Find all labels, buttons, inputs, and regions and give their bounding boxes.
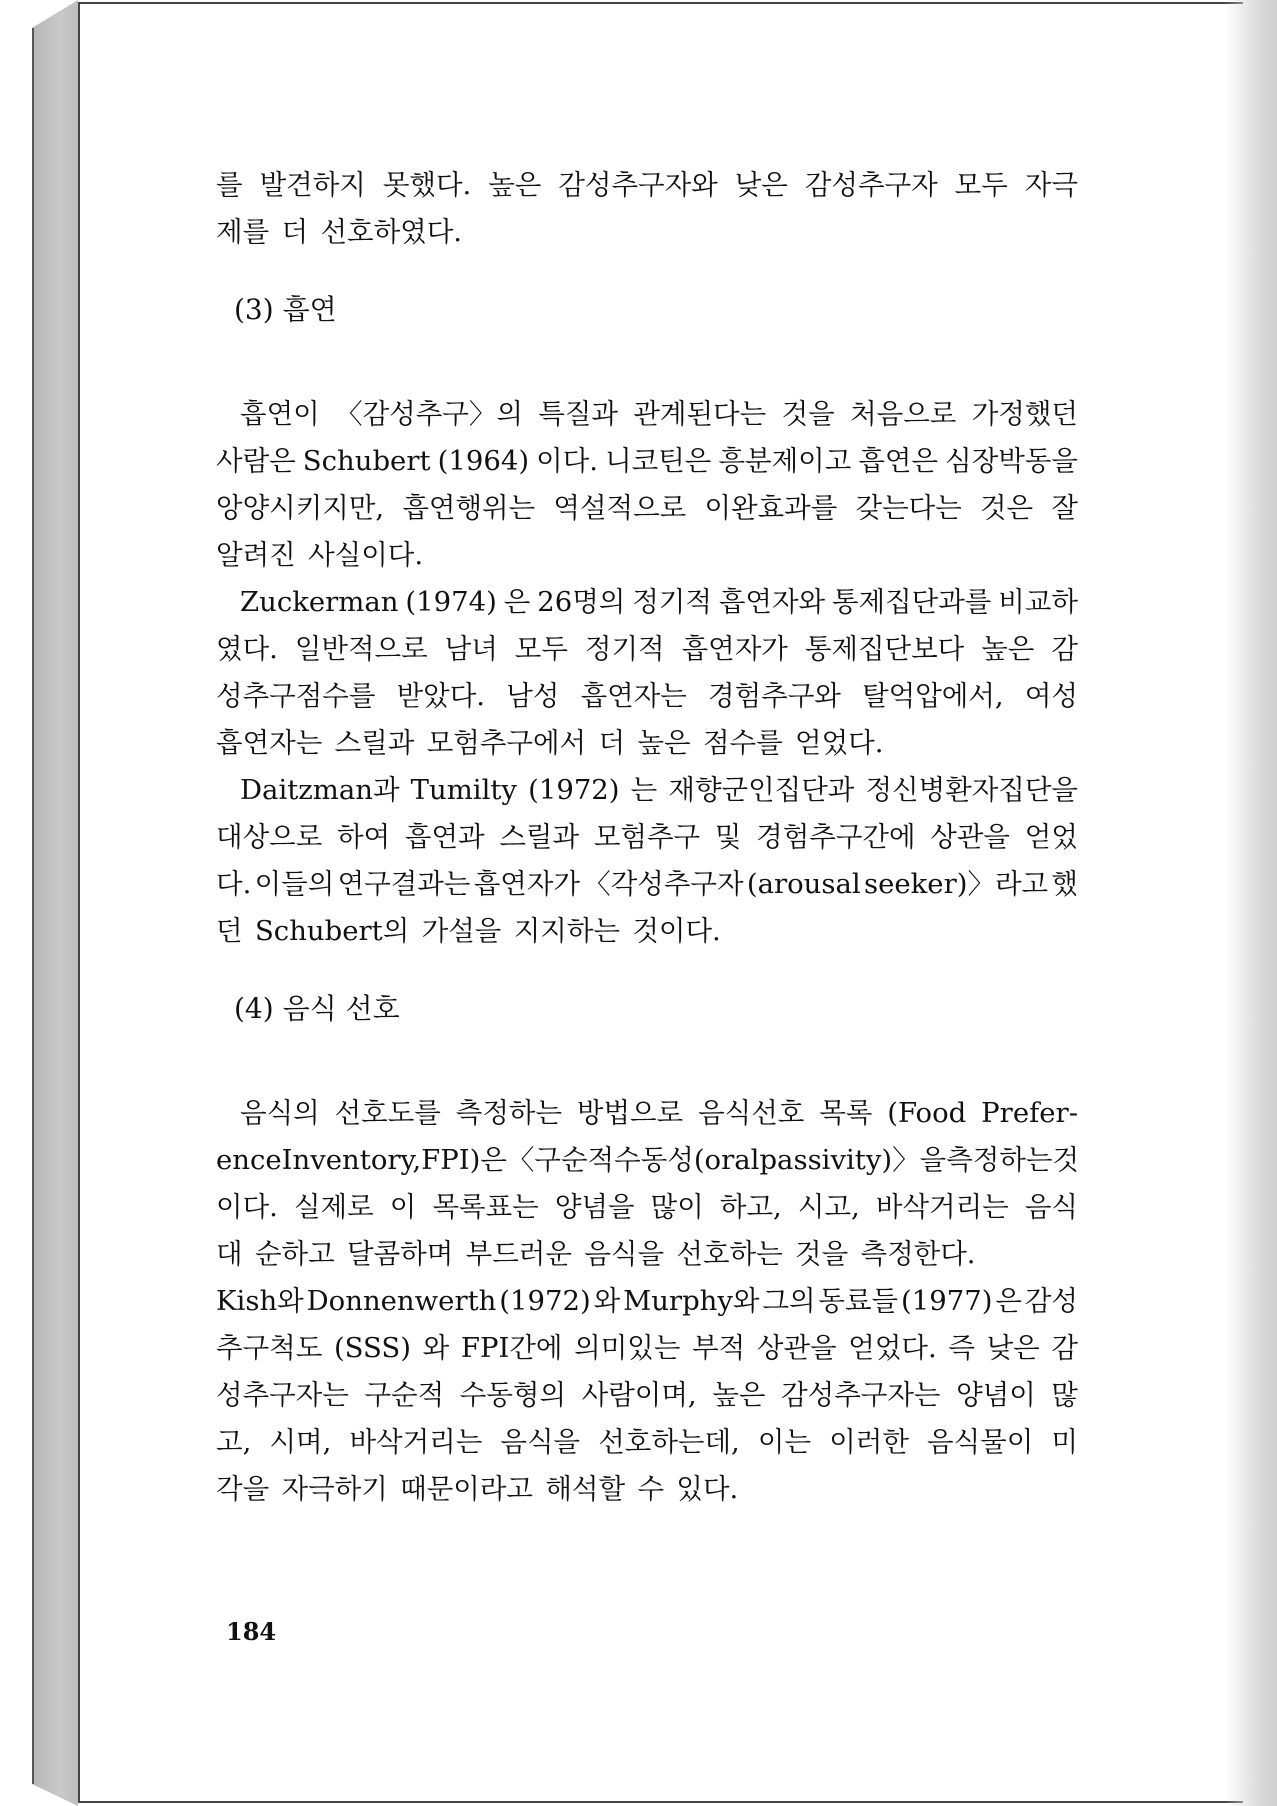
word: (oral bbox=[693, 1144, 760, 1176]
word: 음식선호 bbox=[698, 1097, 805, 1129]
word: (1964) bbox=[437, 445, 530, 477]
section-spacer bbox=[216, 1032, 1078, 1090]
section-spacer bbox=[216, 333, 1078, 391]
word: 높은 bbox=[488, 169, 542, 201]
word: 높은 bbox=[712, 1379, 766, 1411]
word: 것이다. bbox=[632, 915, 721, 947]
word: 수동형의 bbox=[459, 1379, 567, 1411]
word: 것을 bbox=[781, 398, 835, 430]
word: Tumilty bbox=[410, 774, 517, 806]
paragraph bbox=[216, 1090, 1078, 1278]
word: 경험추구간에 bbox=[756, 821, 916, 853]
text-line bbox=[216, 162, 1078, 209]
text-line bbox=[216, 814, 1078, 861]
word: 은 bbox=[503, 586, 531, 618]
word: Kish와 bbox=[216, 1285, 304, 1317]
word: 정신병환자집단을 bbox=[865, 774, 1078, 806]
word: 은 bbox=[480, 1144, 507, 1176]
word: Murphy와 bbox=[623, 1285, 760, 1317]
word: 흡연자와 bbox=[718, 586, 826, 618]
section-heading: (4) 음식 선호 bbox=[234, 992, 400, 1025]
word: 의미있는 bbox=[574, 1332, 681, 1364]
word: 비교하 bbox=[998, 586, 1078, 618]
word: 그의 bbox=[762, 1285, 816, 1317]
word: 이완효과를 bbox=[704, 492, 838, 524]
word: 는 bbox=[630, 774, 658, 806]
word: 추구척도 bbox=[216, 1332, 323, 1364]
word: 더 bbox=[281, 216, 309, 248]
text-line bbox=[216, 1325, 1078, 1372]
word: 다. bbox=[216, 868, 252, 900]
text-line bbox=[216, 1278, 1078, 1325]
word: 및 bbox=[714, 821, 742, 853]
word: 음식물이 bbox=[927, 1426, 1034, 1458]
word: 이들의 bbox=[254, 868, 335, 900]
word: 대 bbox=[216, 1238, 243, 1270]
word: 많 bbox=[1051, 1379, 1078, 1411]
word: 목록 bbox=[819, 1097, 873, 1129]
paragraph bbox=[216, 767, 1078, 955]
word: 흡연자는 bbox=[216, 727, 323, 759]
word: 때문이라고 bbox=[400, 1473, 533, 1505]
word: FPI간에 bbox=[460, 1332, 563, 1364]
word: 했 bbox=[1051, 868, 1078, 900]
word: 감 bbox=[1051, 633, 1078, 665]
word: 것 bbox=[1052, 1144, 1080, 1176]
word: 사람이며, bbox=[581, 1379, 697, 1411]
word: 상관을 bbox=[930, 821, 1010, 853]
word: 가설을 bbox=[421, 915, 502, 947]
word: 발견하지 bbox=[259, 169, 366, 201]
word: 많이 bbox=[650, 1191, 704, 1223]
word: 감성 bbox=[1024, 1285, 1078, 1317]
paragraph bbox=[216, 1278, 1078, 1513]
paragraph bbox=[216, 162, 1078, 256]
word: 바삭거리는 bbox=[349, 1426, 483, 1458]
word: 선호하는 bbox=[676, 1238, 783, 1270]
word: 이다. bbox=[536, 445, 599, 477]
word: Inventory, bbox=[281, 1144, 422, 1176]
word: 수동성 bbox=[614, 1144, 694, 1176]
word: 낮은 bbox=[734, 169, 788, 201]
word: 대상으로 bbox=[216, 821, 323, 853]
word: 성추구자는 bbox=[216, 1379, 349, 1411]
word: Schubert의 bbox=[254, 915, 410, 947]
word: (Food bbox=[887, 1097, 967, 1129]
text-line bbox=[216, 1372, 1078, 1419]
text-line bbox=[216, 1231, 1078, 1278]
word: 부드러운 bbox=[465, 1238, 572, 1270]
word: 양념을 bbox=[554, 1191, 635, 1223]
word: FPI) bbox=[421, 1144, 481, 1176]
word: Zuckerman bbox=[240, 586, 399, 618]
word: 더 bbox=[598, 727, 626, 759]
word: 실제로 bbox=[293, 1191, 374, 1223]
page-edge-shadow bbox=[1225, 0, 1277, 1806]
word: 처음으로 bbox=[850, 398, 957, 430]
word: 이러한 bbox=[829, 1426, 909, 1458]
word: 있다. bbox=[676, 1473, 739, 1505]
word: 방법으로 bbox=[576, 1097, 684, 1129]
word: 선호하였다. bbox=[320, 216, 463, 248]
word: 앙양시키지만, bbox=[216, 492, 385, 524]
word: 얻었다. bbox=[795, 727, 884, 759]
word: 였다. bbox=[216, 633, 278, 665]
word: 흡연행위는 bbox=[402, 492, 536, 524]
text-line bbox=[216, 532, 1078, 579]
word: (1974) bbox=[405, 586, 497, 618]
word: 남녀 bbox=[444, 633, 498, 665]
word: 시고, bbox=[797, 1191, 860, 1223]
text-line bbox=[216, 485, 1078, 532]
word: 흥분제이고 bbox=[718, 445, 852, 477]
word: 통제집단과를 bbox=[831, 586, 992, 618]
word: 양념이 bbox=[956, 1379, 1036, 1411]
word: 26명의 bbox=[537, 586, 626, 618]
word: 〈구순적 bbox=[506, 1144, 615, 1176]
word: 흡연자가 bbox=[681, 633, 788, 665]
paragraph bbox=[216, 579, 1078, 767]
word: 재향군인집단과 bbox=[668, 774, 855, 806]
word: 흡연자는 bbox=[580, 680, 687, 712]
word: 음식을 bbox=[584, 1238, 665, 1270]
page-body bbox=[216, 162, 1078, 1513]
word: 높은 bbox=[637, 727, 691, 759]
word: 시며, bbox=[269, 1426, 332, 1458]
section-spacer bbox=[216, 955, 1078, 985]
word: 음식을 bbox=[500, 1426, 581, 1458]
word: 사람은 bbox=[216, 445, 296, 477]
word: 연구결과는 bbox=[337, 868, 471, 900]
text-line bbox=[216, 579, 1078, 626]
word: 심장박동을 bbox=[945, 445, 1078, 477]
page-number: 184 bbox=[226, 1617, 277, 1646]
text-line bbox=[216, 1466, 1078, 1513]
word: 자극 bbox=[1024, 169, 1078, 201]
word: 이 bbox=[389, 1191, 417, 1223]
word: (1972) bbox=[499, 1285, 591, 1317]
word: 모두 bbox=[954, 169, 1008, 201]
word: 스릴과 bbox=[334, 727, 415, 759]
word: 선호하는데, bbox=[598, 1426, 740, 1458]
text-line bbox=[216, 391, 1078, 438]
word: 알려진 bbox=[216, 539, 296, 571]
word: Donnenwerth bbox=[306, 1285, 497, 1317]
word: (1977) bbox=[901, 1285, 993, 1317]
word: 역설적으로 bbox=[553, 492, 687, 524]
word: 던 bbox=[216, 915, 243, 947]
word: 하여 bbox=[337, 821, 391, 853]
word: 부적 bbox=[692, 1332, 746, 1364]
word: 얻었다. bbox=[848, 1332, 937, 1364]
text-line bbox=[216, 720, 1078, 767]
word: 바삭거리는 bbox=[875, 1191, 1009, 1223]
word: 흡연과 bbox=[404, 821, 485, 853]
word: 목록표는 bbox=[432, 1191, 539, 1223]
paragraph bbox=[216, 391, 1078, 579]
word: 와 bbox=[422, 1332, 450, 1364]
text-line bbox=[216, 209, 1078, 256]
word: (SSS) bbox=[333, 1332, 411, 1364]
word: 와 bbox=[593, 1285, 621, 1317]
word: 흡연은 bbox=[858, 445, 939, 477]
word: 모험추구 bbox=[593, 821, 701, 853]
word: Prefer- bbox=[981, 1097, 1078, 1129]
word: 얻었 bbox=[1024, 821, 1078, 853]
word: 여성 bbox=[1024, 680, 1078, 712]
word: 일반적으로 bbox=[294, 633, 428, 665]
word: 제를 bbox=[216, 216, 270, 248]
word: ence bbox=[216, 1144, 282, 1176]
text-line bbox=[216, 1137, 1078, 1184]
text-line bbox=[216, 1090, 1078, 1137]
word: 못했다. bbox=[382, 169, 472, 201]
text-line bbox=[216, 861, 1078, 908]
word: 잘 bbox=[1051, 492, 1078, 524]
word: 점수를 bbox=[702, 727, 783, 759]
word: 감성추구자는 bbox=[781, 1379, 941, 1411]
word: 즉 bbox=[948, 1332, 975, 1364]
word: 것을 bbox=[795, 1238, 849, 1270]
word: 고, bbox=[216, 1426, 252, 1458]
book-cover-edge bbox=[32, 0, 78, 1806]
word: 스릴과 bbox=[499, 821, 580, 853]
word: 관계된다는 bbox=[633, 398, 767, 430]
word: 측정한다. bbox=[860, 1238, 976, 1270]
word: 정기적 bbox=[584, 633, 665, 665]
word: 상관을 bbox=[756, 1332, 837, 1364]
section-heading: (3) 흡연 bbox=[234, 293, 337, 326]
word: 특질과 bbox=[538, 398, 618, 430]
text-line bbox=[216, 908, 1078, 955]
word: 자극하기 bbox=[281, 1473, 388, 1505]
word: 높은 bbox=[981, 633, 1035, 665]
word: 은 bbox=[995, 1285, 1022, 1317]
word: 〈각성추구자 bbox=[583, 868, 744, 900]
word: 낮은 bbox=[986, 1332, 1040, 1364]
word: (1972) bbox=[528, 774, 620, 806]
word: 모두 bbox=[514, 633, 568, 665]
word: 니코틴은 bbox=[605, 445, 712, 477]
word: 정기적 bbox=[632, 586, 712, 618]
word: passivity)〉을 bbox=[759, 1144, 947, 1176]
text-line bbox=[216, 1184, 1078, 1231]
text-line bbox=[216, 767, 1078, 814]
word: 감성추구자 bbox=[804, 169, 938, 201]
word: 흡연이 bbox=[240, 398, 320, 430]
word: 수 bbox=[637, 1473, 665, 1505]
word: 것은 bbox=[979, 492, 1034, 524]
word: 하고, bbox=[719, 1191, 782, 1223]
section-spacer bbox=[216, 256, 1078, 286]
word: 각을 bbox=[216, 1473, 270, 1505]
book-spine-line bbox=[32, 28, 34, 1784]
word: 순하고 bbox=[254, 1238, 335, 1270]
text-line bbox=[216, 673, 1078, 720]
word: 탈억압에서, bbox=[862, 680, 1004, 712]
word: 경험추구와 bbox=[708, 680, 841, 712]
text-line bbox=[216, 626, 1078, 673]
word: 측정하는 bbox=[455, 1097, 563, 1129]
word: 해석할 bbox=[545, 1473, 626, 1505]
word: 측정하는 bbox=[946, 1144, 1053, 1176]
word: 감 bbox=[1051, 1332, 1078, 1364]
word: 감성추구자와 bbox=[558, 169, 718, 201]
word: 흡연자가 bbox=[473, 868, 580, 900]
word: (arousal bbox=[746, 868, 861, 900]
word: 이다. bbox=[216, 1191, 278, 1223]
word: 선호도를 bbox=[334, 1097, 441, 1129]
word: 사실이다. bbox=[308, 539, 424, 571]
word: Schubert bbox=[302, 445, 431, 477]
word: seeker)〉라고 bbox=[863, 868, 1049, 900]
text-line bbox=[216, 1419, 1078, 1466]
word: 받았다. bbox=[396, 680, 486, 712]
word: 음식의 bbox=[240, 1097, 320, 1129]
word: 미 bbox=[1051, 1426, 1078, 1458]
word: 달콤하며 bbox=[347, 1238, 454, 1270]
word: 통제집단보다 bbox=[804, 633, 965, 665]
word: 동료들 bbox=[818, 1285, 899, 1317]
word: 〈감성추구〉의 bbox=[335, 398, 523, 430]
word: 성추구점수를 bbox=[216, 680, 376, 712]
word: 모험추구에서 bbox=[426, 727, 587, 759]
word: 갖는다는 bbox=[855, 492, 962, 524]
word: 이는 bbox=[757, 1426, 812, 1458]
word: 를 bbox=[216, 169, 243, 201]
word: 지지하는 bbox=[513, 915, 620, 947]
word: 구순적 bbox=[364, 1379, 445, 1411]
word: 남성 bbox=[506, 680, 560, 712]
word: 가정했던 bbox=[971, 398, 1078, 430]
text-line bbox=[216, 438, 1078, 485]
word: 음식 bbox=[1024, 1191, 1078, 1223]
word: Daitzman과 bbox=[240, 774, 400, 806]
